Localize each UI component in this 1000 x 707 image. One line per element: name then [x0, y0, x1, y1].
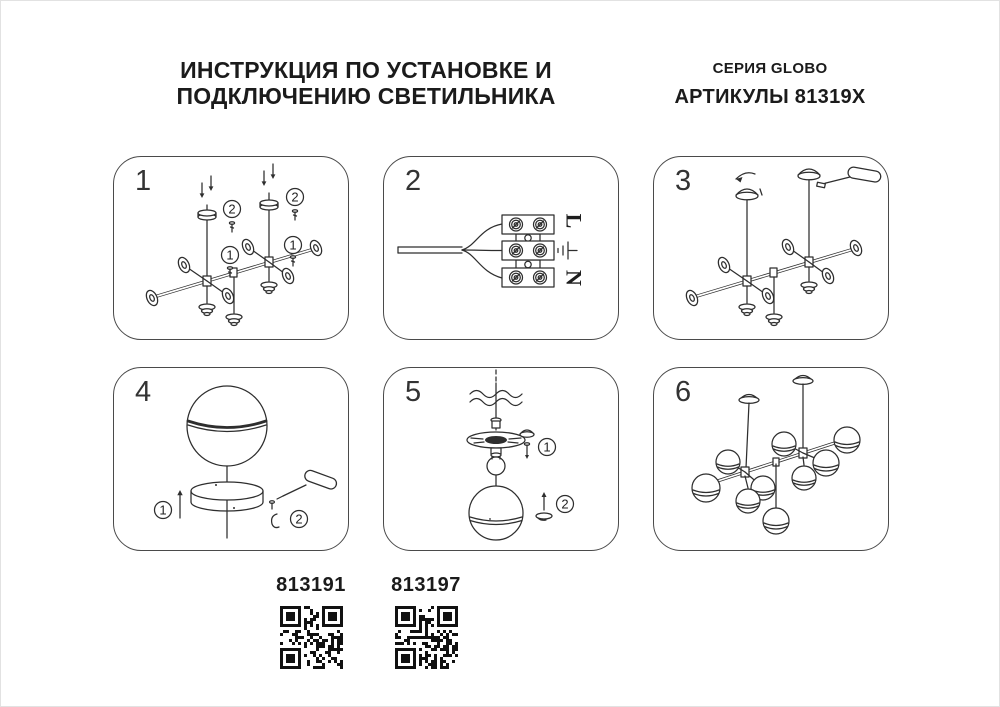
header-right: [658, 60, 882, 109]
svg-text:1: 1: [289, 237, 297, 253]
screw-icon: [270, 501, 275, 509]
glass-globe: [469, 486, 523, 540]
svg-text:1: 1: [543, 439, 551, 455]
step-panel-5: [383, 367, 619, 551]
callout-1: [285, 237, 302, 267]
finial: [199, 304, 215, 316]
terminal-screw: [534, 218, 547, 231]
terminal-screw: [510, 218, 523, 231]
screw-icon: [524, 443, 529, 459]
page-title-line2: ПОДКЛЮЧЕНИЮ СВЕТИЛЬНИКА: [176, 83, 556, 109]
screw-icon: [290, 256, 295, 266]
step-3-drawing: [654, 157, 887, 338]
step-number-2: 2: [405, 165, 422, 197]
step-2-drawing: [384, 157, 617, 338]
chandelier-frame: [684, 179, 864, 326]
clip-hook: [272, 514, 279, 528]
series-label: СЕРИЯ GLOBO: [712, 60, 828, 77]
qr-code: [280, 606, 343, 669]
qr-code: [395, 606, 458, 669]
page-title: [156, 57, 576, 109]
socket-flange: [467, 432, 525, 457]
neutral-label: N: [561, 270, 587, 286]
step-number-1: 1: [135, 165, 152, 197]
article-number-label: 813197: [391, 574, 461, 596]
finial: [226, 314, 242, 326]
earth-symbol: [558, 242, 577, 259]
terminal-screw: [510, 244, 523, 257]
ceiling-canopy: [739, 395, 759, 404]
page-title-line1: ИНСТРУКЦИЯ ПО УСТАНОВКЕ И: [180, 57, 552, 83]
live-label: L: [561, 213, 587, 229]
assembled-chandelier: [692, 376, 860, 535]
lamp-holder: [684, 289, 700, 308]
step-panel-2: [383, 156, 619, 340]
finial: [766, 314, 782, 326]
step-panel-4: [113, 367, 349, 551]
svg-text:1: 1: [159, 502, 167, 518]
svg-text:2: 2: [295, 511, 303, 527]
step-6-drawing: [654, 368, 887, 549]
step-1-drawing: [114, 157, 347, 338]
article-number-label: 813191: [276, 574, 346, 596]
ceiling-canopy: [736, 189, 762, 200]
lamp-holder: [820, 267, 836, 286]
rod-coupler: [198, 210, 216, 220]
ceiling-canopy: [793, 376, 813, 385]
step-number-6: 6: [675, 376, 692, 408]
lamp-holder: [780, 238, 796, 257]
terminal-screw: [510, 271, 523, 284]
step-5-drawing: [384, 368, 617, 549]
rotate-arrow: [736, 173, 755, 183]
callout-2: [536, 492, 574, 520]
callout-1: [155, 490, 183, 519]
screwdriver-icon: [817, 166, 882, 187]
svg-text:2: 2: [228, 201, 236, 217]
lamp-holder: [240, 238, 256, 257]
terminal-screw: [534, 271, 547, 284]
step-number-3: 3: [675, 165, 692, 197]
step-number-5: 5: [405, 376, 422, 408]
globe: [716, 450, 740, 474]
globe: [772, 432, 796, 456]
terminal-block: [502, 215, 554, 287]
wiring-labels: [558, 214, 587, 286]
globe: [692, 474, 720, 502]
supply-cable: [398, 224, 502, 278]
lamp-holder: [280, 267, 296, 286]
svg-text:1: 1: [226, 247, 234, 263]
articles-label: АРТИКУЛЫ 81319X: [674, 86, 866, 108]
glass-globe: [187, 386, 267, 466]
lamp-holder: [848, 239, 864, 258]
globe: [736, 489, 760, 513]
callout-1: [520, 430, 556, 459]
callout-2: [224, 201, 241, 233]
finial: [261, 282, 277, 294]
globe: [813, 450, 839, 476]
step-panel-1: [113, 156, 349, 340]
suspension-rod: [470, 370, 522, 430]
light-bulb: [487, 457, 505, 475]
callout-2: [287, 189, 304, 221]
screw-icon: [229, 222, 234, 232]
insert-arrows: [200, 164, 276, 198]
screw-icon: [292, 210, 297, 220]
terminal-screw: [534, 244, 547, 257]
callout-2: [291, 511, 308, 528]
finial: [801, 282, 817, 294]
qr-block-2: [378, 574, 474, 674]
lamp-holder: [308, 239, 324, 258]
svg-text:2: 2: [291, 189, 299, 205]
lamp-holder: [716, 256, 732, 275]
step-4-drawing: [114, 368, 347, 549]
svg-text:2: 2: [561, 496, 569, 512]
rod-coupler: [260, 200, 278, 210]
qr-block-1: [263, 574, 359, 674]
globe: [834, 427, 860, 453]
lamp-holder: [144, 289, 160, 308]
globe: [792, 466, 816, 490]
step-panel-3: [653, 156, 889, 340]
ceiling-canopy: [798, 169, 820, 180]
step-panel-6: [653, 367, 889, 551]
globe: [763, 508, 789, 534]
finial: [739, 304, 755, 316]
lamp-holder: [176, 256, 192, 275]
step-number-4: 4: [135, 376, 152, 408]
